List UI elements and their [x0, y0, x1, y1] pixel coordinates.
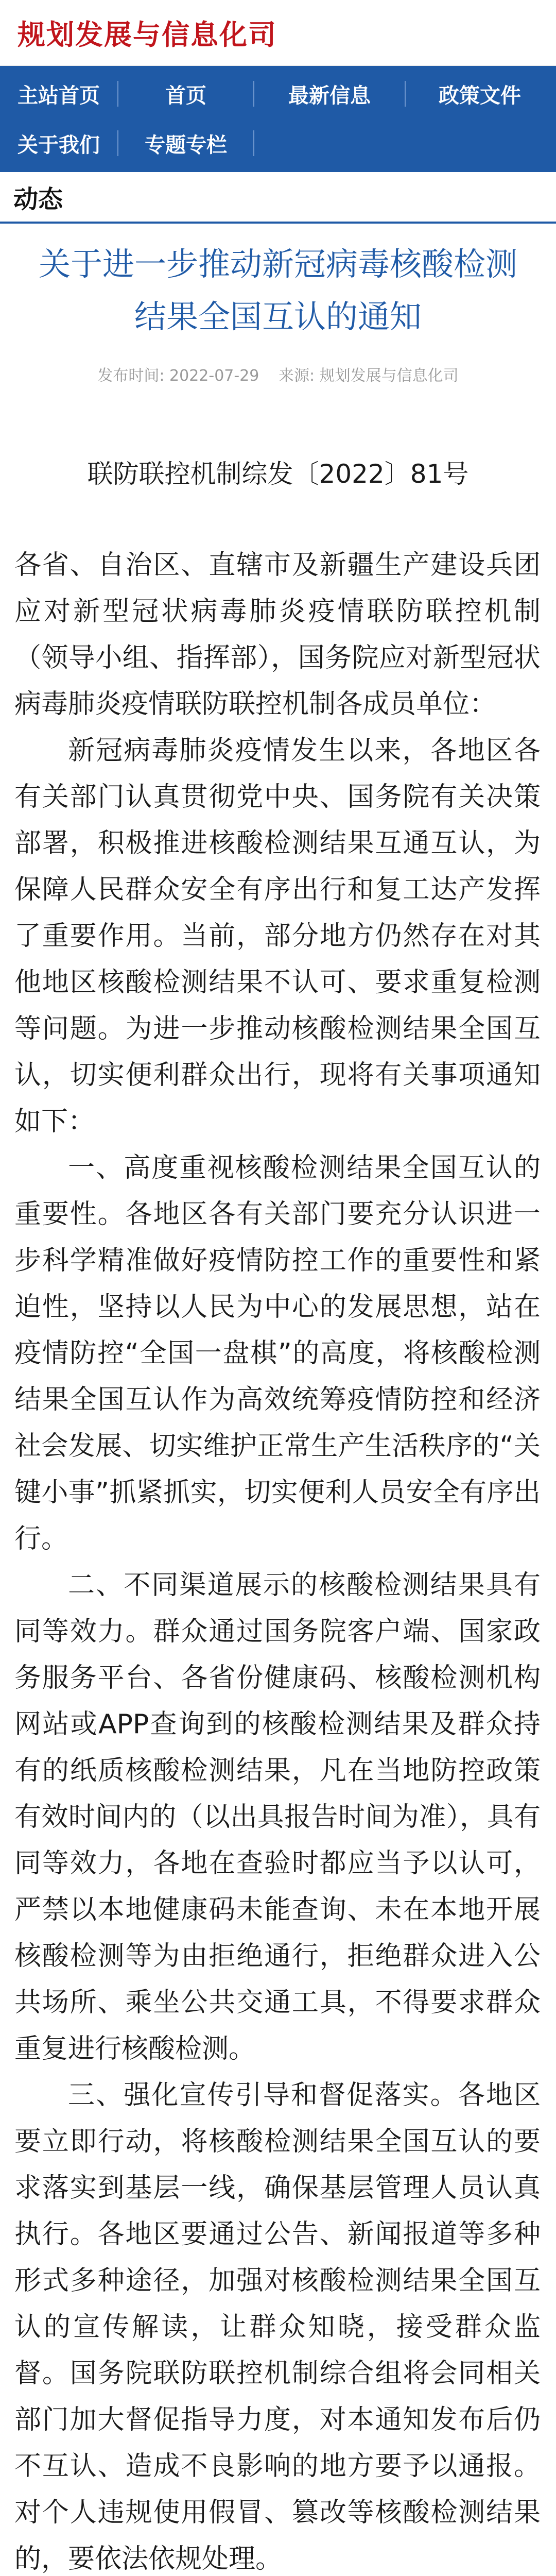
publish-date: 2022-07-29	[169, 367, 259, 385]
nav-item-about-us[interactable]: 关于我们	[18, 133, 100, 157]
body-paragraph: 一、高度重视核酸检测结果全国互认的重要性。各地区各有关部门要充分认识进一步科学精准做好疫情防控工作的重要性和紧迫性，坚持以人民为中心的发展思想，站在疫情防控“全国一盘棋”的高度，将核酸检测结果全国互认作为高效统筹疫情防控和经济社会发展、切实维护正常生产生活秩序的“关键小事”抓紧抓实，切实便利人员安全有序出行。	[14, 1153, 541, 1554]
nav-item-latest-info[interactable]: 最新信息	[288, 83, 371, 108]
salutation-paragraph: 各省、自治区、直辖市及新疆生产建设兵团应对新型冠状病毒肺炎疫情联防联控机制（领导小组、指挥部），国务院应对新型冠状病毒肺炎疫情联防联控机制各成员单位：	[14, 550, 541, 720]
body-paragraph: 三、强化宣传引导和督促落实。各地区要立即行动，将核酸检测结果全国互认的要求落实到基层一线，确保基层管理人员认真执行。各地区要通过公告、新闻报道等多种形式多种途径，加强对核酸检测结果全国互认的宣传解读，让群众知晓，接受群众监督。国务院联防联控机制综合组将会同相关部门加大督促指导力度，对本通知发布后仍不互认、造成不良影响的地方要予以通报。对个人违规使用假冒、篡改等核酸检测结果的，要依法依规处理。	[14, 2080, 541, 2574]
article-body	[0, 490, 556, 2576]
body-paragraph: 新冠病毒肺炎疫情发生以来，各地区各有关部门认真贯彻党中央、国务院有关决策部署，积极推进核酸检测结果互通互认，为保障人民群众安全有序出行和复工达产发挥了重要作用。当前，部分地方仍然存在对其他地区核酸检测结果不认可、要求重复检测等问题。为进一步推动核酸检测结果全国互认，切实便利群众出行，现将有关事项通知如下：	[14, 735, 541, 1137]
document-number: 联防联控机制综发〔2022〕81号	[87, 459, 469, 489]
nav-item-home[interactable]: 首页	[165, 83, 206, 108]
article-meta	[0, 343, 556, 385]
main-nav	[0, 66, 556, 172]
section-bar	[0, 172, 556, 224]
source-info	[279, 367, 459, 385]
site-header	[0, 0, 556, 66]
nav-item-policy-docs[interactable]: 政策文件	[439, 83, 521, 108]
source-name: 规划发展与信息化司	[319, 367, 459, 385]
article-title: 关于进一步推动新冠病毒核酸检测结果全国互认的通知	[38, 245, 517, 335]
section-title: 动态	[13, 184, 63, 214]
source-label: 来源:	[278, 367, 315, 385]
nav-item-special-topics[interactable]: 专题专栏	[145, 133, 227, 157]
nav-row-2	[0, 118, 556, 168]
nav-item-main-home[interactable]: 主站首页	[18, 83, 100, 108]
nav-row-1	[0, 69, 556, 118]
publish-label: 发布时间:	[97, 367, 165, 385]
nav-divider	[253, 130, 254, 156]
publish-info	[97, 367, 259, 385]
site-title[interactable]: 规划发展与信息化司	[18, 19, 277, 51]
body-paragraph: 二、不同渠道展示的核酸检测结果具有同等效力。群众通过国务院客户端、国家政务服务平台、各省份健康码、核酸检测机构网站或APP查询到的核酸检测结果及群众持有的纸质核酸检测结果，凡在当地防控政策有效时间内的（以出具报告时间为准），具有同等效力，各地在查验时都应当予以认可，严禁以本地健康码未能查询、未在本地开展核酸检测等为由拒绝通行，拒绝群众进入公共场所、乘坐公共交通工具，不得要求群众重复进行核酸检测。	[14, 1570, 541, 2064]
